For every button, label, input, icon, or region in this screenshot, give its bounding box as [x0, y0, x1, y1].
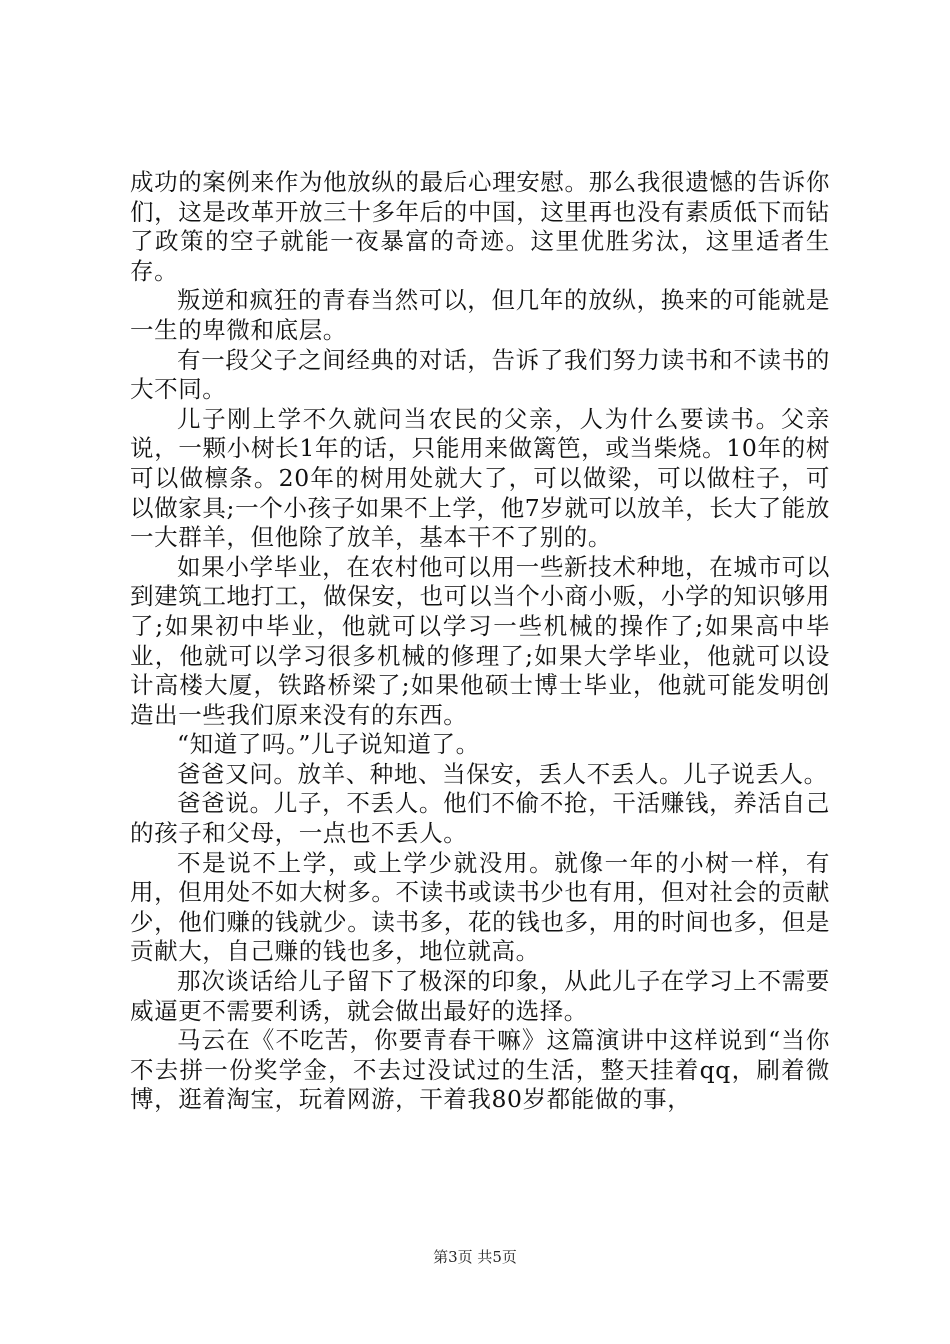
- paragraph-8: 爸爸说。儿子，不丢人。他们不偷不抢，干活赚钱，养活自己的孩子和父母，一点也不丢人。: [130, 789, 830, 848]
- paragraph-9: 不是说不上学，或上学少就没用。就像一年的小树一样，有用，但用处不如大树多。不读书或读书少也有用，但对社会的贡献少，他们赚的钱就少。读书多，花的钱也多，用的时间也多，但是贡献大，自己赚的钱也多，地位就高。: [130, 848, 830, 966]
- paragraph-1: 成功的案例来作为他放纵的最后心理安慰。那么我很遗憾的告诉你们，这是改革开放三十多年后的中国，这里再也没有素质低下而钻了政策的空子就能一夜暴富的奇迹。这里优胜劣汰，这里适者生存。: [130, 168, 830, 285]
- paragraph-10: 那次谈话给儿子留下了极深的印象，从此儿子在学习上不需要威逼更不需要利诱，就会做出最好的选择。: [130, 967, 830, 1025]
- paragraph-4: 儿子刚上学不久就问当农民的父亲，人为什么要读书。父亲说，一颗小树长1年的话，只能用来做篱笆，或当柴烧。10年的树可以做檩条。20年的树用处就大了，可以做梁，可以做柱子，可以做家具;一个小孩子如果不上学，他7岁就可以放羊，长大了能放一大群羊，但他除了放羊，基本干不了别的。: [130, 404, 830, 552]
- paragraph-11: 马云在《不吃苦，你要青春干嘛》这篇演讲中这样说到“当你不去拼一份奖学金，不去过没试过的生活，整天挂着qq，刷着微博，逛着淘宝，玩着网游，干着我80岁都能做的事，: [130, 1026, 830, 1114]
- paragraph-5: 如果小学毕业，在农村他可以用一些新技术种地，在城市可以到建筑工地打工，做保安，也可以当个小商小贩，小学的知识够用了;如果初中毕业，他就可以学习一些机械的操作了;如果高中毕业，他就可以学习很多机械的修理了;如果大学毕业，他就可以设计高楼大厦，铁路桥梁了;如果他硕士博士毕业，他就可能发明创造出一些我们原来没有的东西。: [130, 552, 830, 729]
- paragraph-7: 爸爸又问。放羊、种地、当保安，丢人不丢人。儿子说丢人。: [177, 759, 828, 788]
- document-body: [130, 168, 830, 1115]
- page-number-footer: 第3页 共5页: [433, 1248, 517, 1266]
- paragraph-6: “知道了吗。”儿子说知道了。: [177, 730, 480, 759]
- paragraph-2: 叛逆和疯狂的青春当然可以，但几年的放纵，换来的可能就是一生的卑微和底层。: [130, 286, 830, 344]
- paragraph-3: 有一段父子之间经典的对话，告诉了我们努力读书和不读书的大不同。: [130, 345, 830, 404]
